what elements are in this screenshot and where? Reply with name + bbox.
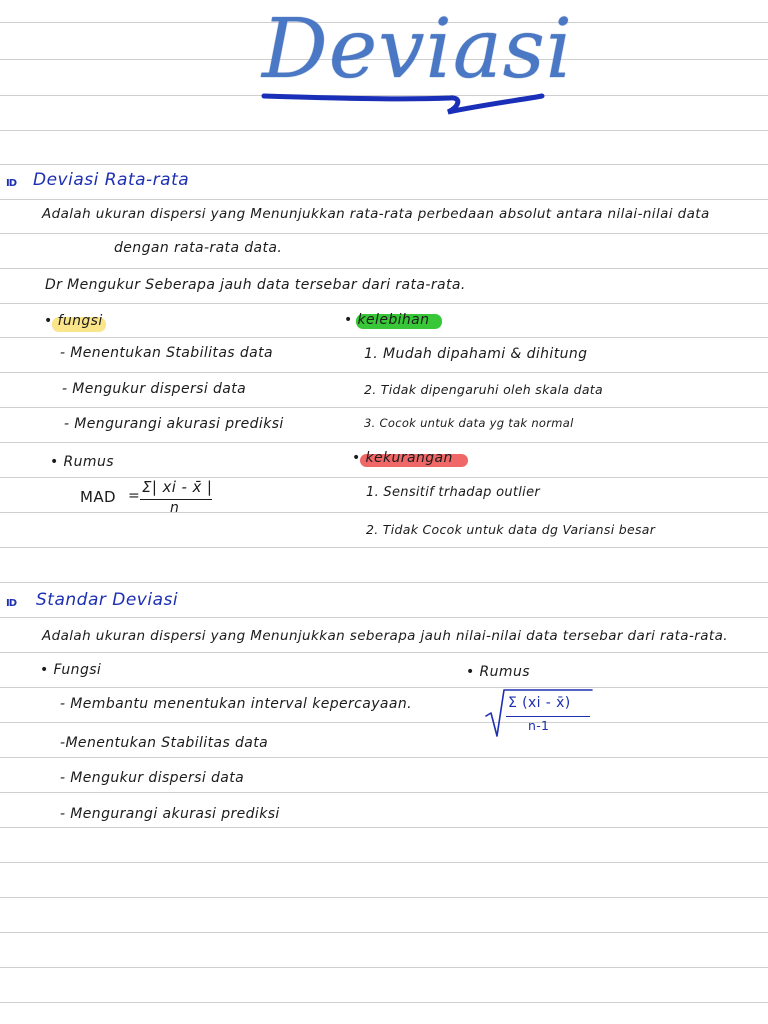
section2-fungsi-item-3: - Mengukur dispersi data <box>60 770 245 786</box>
mad-label: MAD <box>80 488 116 506</box>
section1-kekurangan-item-2: 2. Tidak Cocok untuk data dg Variansi besar <box>366 522 656 537</box>
mad-equals: = <box>128 488 141 504</box>
section1-purpose: Dr Mengukur Seberapa jauh data tersebar dari rata-rata. <box>45 277 466 293</box>
section2-marker: ID <box>6 598 17 609</box>
sd-denominator: n-1 <box>528 718 550 733</box>
section1-kelebihan-item-3: 3. Cocok untuk data yg tak normal <box>364 416 574 430</box>
section1-kelebihan-label: • kelebihan <box>344 312 430 328</box>
section1-fungsi-item-2: - Mengukur dispersi data <box>62 381 247 397</box>
page-title: Deviasi <box>262 2 574 97</box>
section1-marker: ID <box>6 178 17 189</box>
title-underline <box>258 86 550 122</box>
section1-fungsi-label: • fungsi <box>44 313 103 329</box>
section2-fungsi-label: • Fungsi <box>40 662 102 678</box>
section1-kekurangan-item-1: 1. Sensitif trhadap outlier <box>366 485 541 500</box>
mad-denominator: n <box>170 500 180 516</box>
section1-heading: Deviasi Rata-rata <box>33 170 190 190</box>
section1-kekurangan-label: • kekurangan <box>352 450 453 466</box>
section1-fungsi-item-1: - Menentukan Stabilitas data <box>60 345 273 361</box>
section1-kelebihan-item-2: 2. Tidak dipengaruhi oleh skala data <box>364 382 603 397</box>
section1-rumus-label: • Rumus <box>50 454 114 470</box>
sd-numerator: Σ (xi - x̄) <box>508 695 571 711</box>
section2-definition: Adalah ukuran dispersi yang Menunjukkan seberapa jauh nilai-nilai data tersebar dari rata-rata. <box>42 628 728 644</box>
mad-numerator: Σ| xi - x̄ | <box>142 478 213 496</box>
section1-kelebihan-item-1: 1. Mudah dipahami & dihitung <box>364 346 588 362</box>
section2-rumus-label: • Rumus <box>466 664 530 680</box>
section2-heading: Standar Deviasi <box>36 590 179 610</box>
section2-fungsi-item-2: -Menentukan Stabilitas data <box>60 735 269 751</box>
section1-definition-line1: Adalah ukuran dispersi yang Menunjukkan rata-rata perbedaan absolut antara nilai-nilai data <box>42 206 710 222</box>
section1-fungsi-item-3: - Mengurangi akurasi prediksi <box>64 416 284 432</box>
section2-fungsi-item-1: - Membantu menentukan interval kepercayaan. <box>60 696 413 712</box>
section1-definition-line2: dengan rata-rata data. <box>114 240 283 256</box>
section2-fungsi-item-4: - Mengurangi akurasi prediksi <box>60 806 280 822</box>
